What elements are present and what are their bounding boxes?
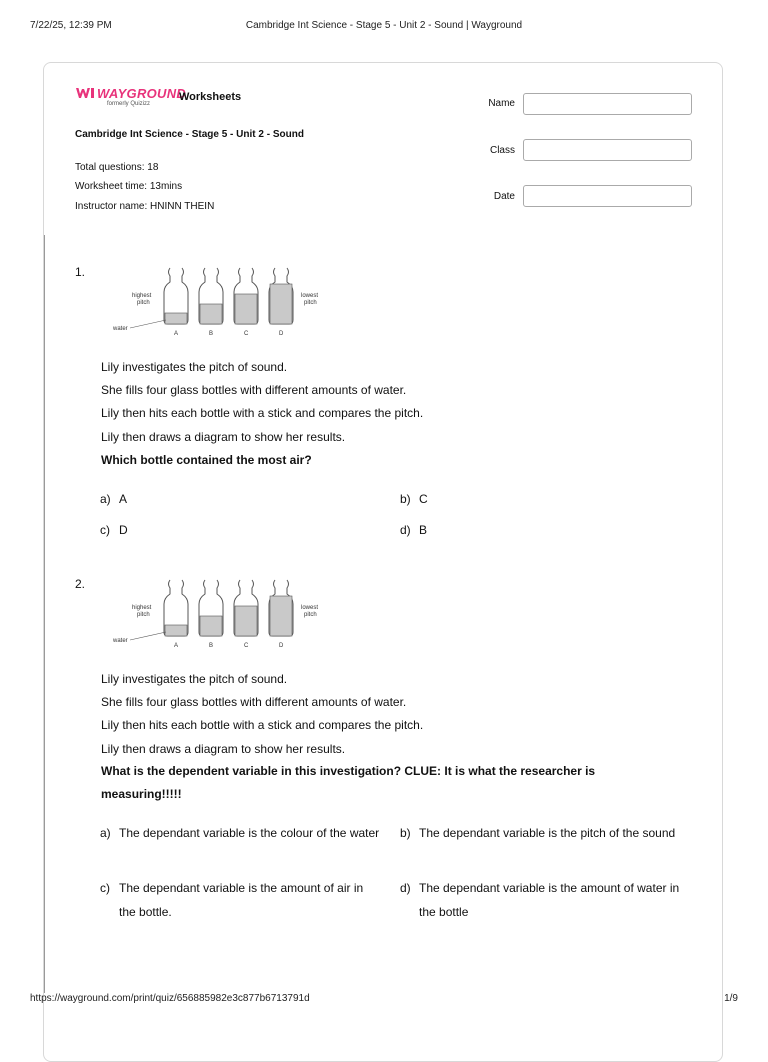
option-text: A — [119, 492, 128, 506]
option-text: C — [419, 492, 428, 506]
brand-logo-sub: formerly Quizizz — [107, 101, 151, 107]
diagram-1-lowest: lowest — [301, 293, 319, 299]
brand-logo-text: WAYGROUND — [97, 86, 187, 101]
diagram-1-bottle-d: D — [279, 331, 284, 337]
diagram-2-lowest: lowest — [301, 605, 319, 611]
question-1-line-2: She fills four glass bottles with different amounts of water. — [101, 383, 407, 397]
diagram-2-bottle-b: B — [209, 643, 214, 649]
option-text: B — [419, 523, 428, 537]
option-text: The dependant variable is the amount of water in the bottle — [419, 881, 680, 919]
worksheet-title: Cambridge Int Science - Stage 5 - Unit 2 - Sound — [75, 129, 304, 140]
option-letter: b) — [400, 492, 411, 506]
diagram-2-water: water — [113, 638, 128, 644]
option-letter: a) — [100, 492, 111, 506]
option-letter: d) — [400, 881, 411, 895]
question-2-line-2: She fills four glass bottles with different amounts of water. — [101, 695, 407, 709]
diagram-1-water: water — [113, 326, 128, 332]
option-letter: b) — [400, 826, 411, 840]
diagram-1-bottle-a: A — [174, 331, 179, 337]
option-letter: c) — [100, 881, 110, 895]
diagram-1-pitch-left: pitch — [137, 300, 150, 306]
diagram-1-bottle-c: C — [244, 331, 249, 337]
question-1-line-4: Lily then draws a diagram to show her results. — [101, 430, 346, 444]
card-left-rule — [44, 235, 45, 993]
question-2-line-1: Lily investigates the pitch of sound. — [101, 672, 288, 686]
total-questions: Total questions: 18 — [75, 162, 159, 173]
date-field[interactable] — [523, 185, 692, 207]
question-1-prompt: Which bottle contained the most air? — [101, 453, 312, 467]
date-label: Date — [493, 191, 515, 202]
option-text: The dependant variable is the amount of air in the bottle. — [119, 881, 364, 919]
print-title: Cambridge Int Science - Stage 5 - Unit 2 - Sound | Wayground — [245, 20, 523, 31]
question-2-line-3: Lily then hits each bottle with a stick and compares the pitch. — [101, 718, 424, 732]
worksheet-time: Worksheet time: 13mins — [75, 181, 183, 192]
question-2-number: 2. — [75, 577, 86, 591]
bottles-diagram-2 — [108, 574, 333, 652]
question-2-prompt: What is the dependent variable in this investigation? CLUE: It is what the researcher is measuring!!!!! — [101, 764, 596, 801]
option-letter: a) — [100, 826, 111, 840]
bottles-diagram-1 — [108, 262, 333, 340]
name-label: Name — [488, 98, 515, 109]
brand-section: Worksheets — [179, 91, 242, 103]
name-field[interactable] — [523, 93, 692, 115]
option-letter: c) — [100, 523, 110, 537]
diagram-1-pitch-right: pitch — [304, 300, 317, 306]
question-1-line-1: Lily investigates the pitch of sound. — [101, 360, 288, 374]
instructor-name: Instructor name: HNINN THEIN — [75, 201, 215, 212]
question-2-line-4: Lily then draws a diagram to show her results. — [101, 742, 346, 756]
print-datetime: 7/22/25, 12:39 PM — [30, 20, 112, 31]
diagram-2-bottle-a: A — [174, 643, 179, 649]
diagram-2-bottle-d: D — [279, 643, 284, 649]
question-1-number: 1. — [75, 265, 86, 279]
class-label: Class — [489, 145, 515, 156]
print-url: https://wayground.com/print/quiz/656885982e3c877b6713791d — [30, 993, 310, 1004]
class-field[interactable] — [523, 139, 692, 161]
diagram-1-highest: highest — [132, 293, 152, 299]
option-text: The dependant variable is the colour of the water — [119, 826, 380, 840]
diagram-2-bottle-c: C — [244, 643, 249, 649]
option-text: D — [119, 523, 128, 537]
option-text: The dependant variable is the pitch of the sound — [419, 826, 676, 840]
diagram-2-highest: highest — [132, 605, 152, 611]
diagram-1-bottle-b: B — [209, 331, 214, 337]
diagram-2-pitch-right: pitch — [304, 612, 317, 618]
question-1-line-3: Lily then hits each bottle with a stick and compares the pitch. — [101, 406, 424, 420]
option-letter: d) — [400, 523, 411, 537]
diagram-2-pitch-left: pitch — [137, 612, 150, 618]
print-page-number: 1/9 — [724, 993, 738, 1004]
